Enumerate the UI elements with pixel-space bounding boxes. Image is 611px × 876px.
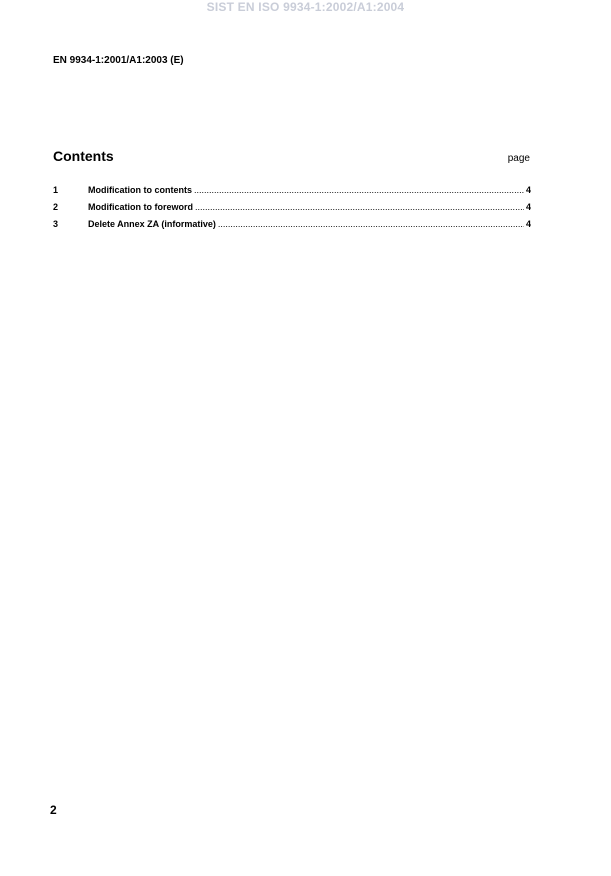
toc-entry-title[interactable]: Modification to contents [88,185,192,195]
toc-entry-page: 4 [525,185,531,195]
page-column-label: page [507,153,530,164]
toc-entry-page: 4 [525,202,531,212]
toc-entry-number: 1 [53,185,59,195]
watermark: SIST EN ISO 9934-1:2002/A1:2004 [206,0,405,14]
contents-heading: Contents [53,148,114,164]
toc-entry-title[interactable]: Delete Annex ZA (informative) [88,219,216,229]
toc-entry-number: 2 [53,202,59,212]
toc-entry-number: 3 [53,219,59,229]
toc-entry-page: 4 [525,219,531,229]
toc-entry[interactable] [53,218,531,235]
document-id: EN 9934-1:2001/A1:2003 (E) [53,55,184,66]
table-of-contents [53,184,531,235]
toc-leader-dots [218,218,524,230]
toc-leader-dots [194,184,524,196]
page-number: 2 [50,803,57,817]
toc-entry[interactable] [53,184,531,201]
toc-entry-title[interactable]: Modification to foreword [88,202,193,212]
toc-leader-dots [195,201,524,213]
toc-entry[interactable] [53,201,531,218]
